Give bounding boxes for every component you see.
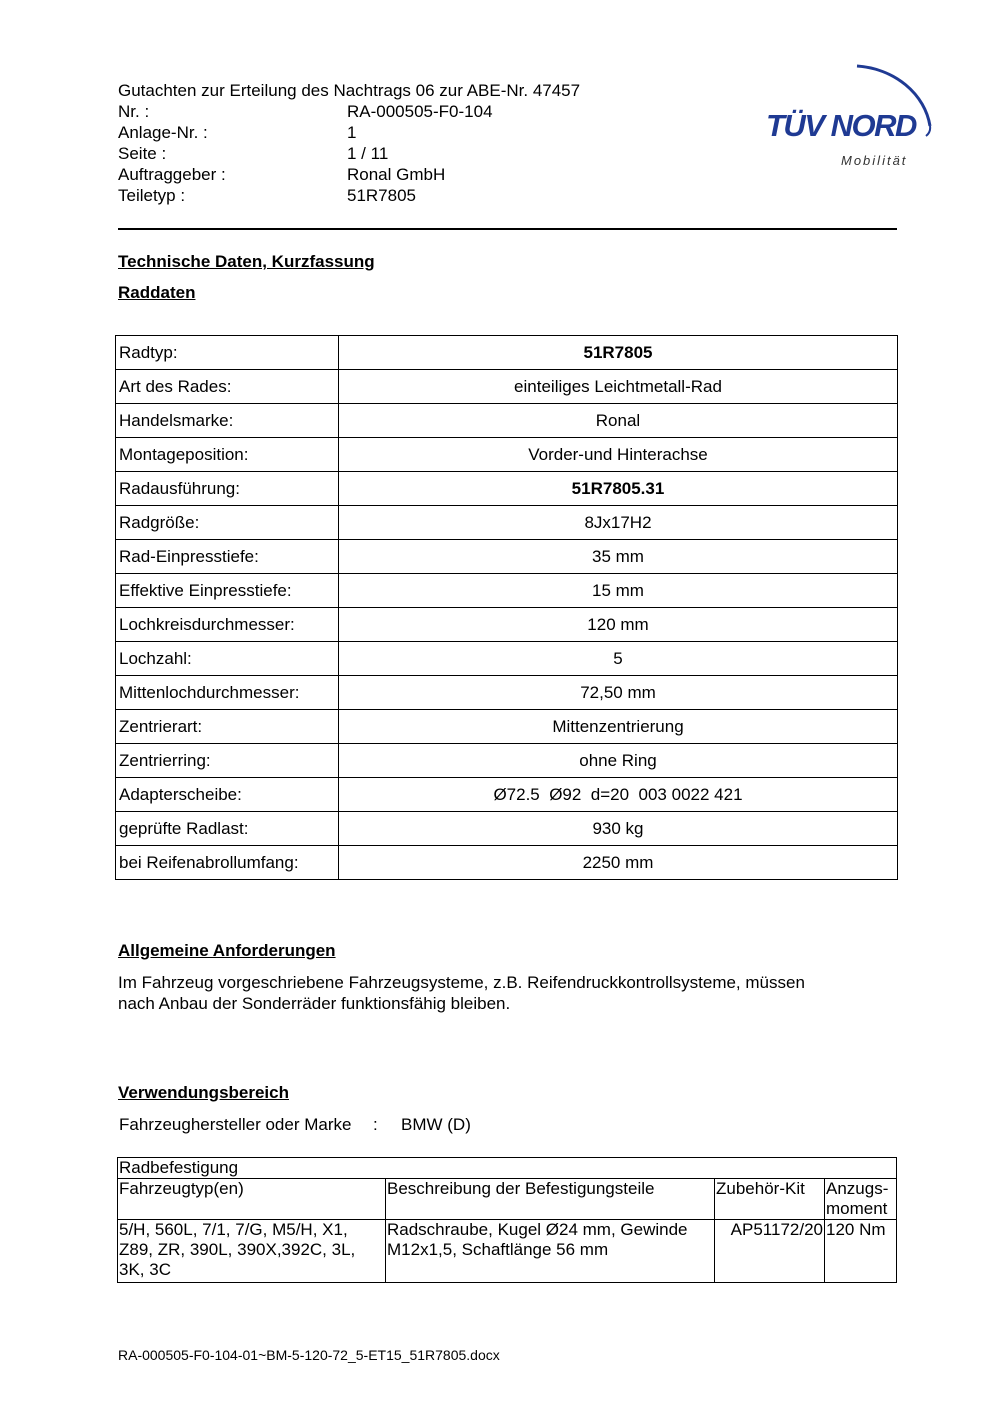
table-row (116, 574, 898, 608)
cell-value: Mittenzentrierung (339, 710, 898, 744)
paragraph-line: nach Anbau der Sonderräder funktionsfähig bleiben. (118, 994, 511, 1013)
cell-key: Effektive Einpresstiefe: (116, 574, 339, 608)
header-value: 1 / 11 (347, 144, 389, 163)
cell-value: 930 kg (339, 812, 898, 846)
cell-value: 72,50 mm (339, 676, 898, 710)
table-row (116, 438, 898, 472)
footer-filename: RA-000505-F0-104-01~BM-5-120-72_5-ET15_51R7805.docx (118, 1347, 500, 1363)
header-anzugsmoment (825, 1179, 897, 1220)
cell-value: 5 (339, 642, 898, 676)
manufacturer-row (119, 1114, 471, 1135)
cell-key: Rad-Einpresstiefe: (116, 540, 339, 574)
allgemein-paragraph (118, 972, 888, 1014)
header-divider (118, 228, 897, 230)
cell-value: 8Jx17H2 (339, 506, 898, 540)
cell-value: ohne Ring (339, 744, 898, 778)
document-header (118, 80, 638, 206)
cell-key: Zentrierart: (116, 710, 339, 744)
section-heading-allgemein: Allgemeine Anforderungen (118, 941, 336, 960)
table-row (116, 370, 898, 404)
cell-anzugsmoment: 120 Nm (825, 1220, 897, 1283)
table-row (116, 506, 898, 540)
cell-line: M12x1,5, Schaftlänge 56 mm (387, 1240, 609, 1259)
table-header-row (118, 1179, 897, 1220)
section-heading-tech: Technische Daten, Kurzfassung (118, 252, 375, 271)
table-row (116, 710, 898, 744)
header-row-seite (118, 143, 638, 164)
header-value: Ronal GmbH (347, 165, 446, 184)
table-row (116, 812, 898, 846)
cell-zubehoer-kit: AP51172/20 (715, 1220, 825, 1283)
header-beschreibung: Beschreibung der Befestigungsteile (386, 1179, 715, 1220)
header-row-teiletyp (118, 185, 638, 206)
table-row (116, 642, 898, 676)
cell-line: Z89, ZR, 390L, 390X,392C, 3L, (119, 1240, 356, 1259)
cell-key: Zentrierring: (116, 744, 339, 778)
cell-key: Lochzahl: (116, 642, 339, 676)
header-value: 1 (347, 123, 357, 142)
paragraph-line: Im Fahrzeug vorgeschriebene Fahrzeugsysteme, z.B. Reifendruckkontrollsysteme, müssen (118, 973, 805, 992)
cell-key: Radtyp: (116, 336, 339, 370)
cell-key: Mittenlochdurchmesser: (116, 676, 339, 710)
cell-key: bei Reifenabrollumfang: (116, 846, 339, 880)
header-label: Seite : (118, 144, 167, 163)
manufacturer-separator: : (373, 1115, 378, 1134)
tuv-nord-logo (762, 58, 942, 173)
section-heading-verwendung: Verwendungsbereich (118, 1083, 289, 1102)
cell-line: 5/H, 560L, 7/1, 7/G, M5/H, X1, (119, 1220, 348, 1239)
table-row (116, 472, 898, 506)
header-label: Anlage-Nr. : (118, 123, 208, 142)
cell-key: Handelsmarke: (116, 404, 339, 438)
header-title: Gutachten zur Erteilung des Nachtrags 06 zur ABE-Nr. 47457 (118, 81, 581, 100)
header-row-nr (118, 101, 638, 122)
header-zubehoer-kit: Zubehör-Kit (715, 1179, 825, 1220)
cell-value: Ø72.5 Ø92 d=20 003 0022 421 (339, 778, 898, 812)
cell-line: 3K, 3C (119, 1260, 171, 1279)
cell-key: Lochkreisdurchmesser: (116, 608, 339, 642)
header-label: Teiletyp : (118, 186, 186, 205)
cell-value: einteiliges Leichtmetall-Rad (339, 370, 898, 404)
header-value: 51R7805 (347, 186, 417, 205)
cell-key: Radgröße: (116, 506, 339, 540)
header-row-anlage (118, 122, 638, 143)
cell-value: 15 mm (339, 574, 898, 608)
table-row (116, 778, 898, 812)
section-heading-raddaten: Raddaten (118, 283, 196, 302)
manufacturer-value: BMW (D) (401, 1115, 471, 1134)
header-value: RA-000505-F0-104 (347, 102, 493, 121)
table-row (116, 608, 898, 642)
manufacturer-label: Fahrzeughersteller oder Marke (119, 1115, 352, 1134)
cell-value: Vorder-und Hinterachse (339, 438, 898, 472)
logo-brand-text: TÜV NORD (766, 108, 916, 143)
table-row (116, 846, 898, 880)
table-row (116, 404, 898, 438)
header-fahrzeugtyp: Fahrzeugtyp(en) (118, 1179, 386, 1220)
cell-value: 2250 mm (339, 846, 898, 880)
cell-value: 35 mm (339, 540, 898, 574)
cell-beschreibung (386, 1220, 715, 1283)
table-row (116, 336, 898, 370)
cell-fahrzeugtyp (118, 1220, 386, 1283)
cell-line: Radschraube, Kugel Ø24 mm, Gewinde (387, 1220, 688, 1239)
cell-value: 51R7805 (339, 336, 898, 370)
cell-value: 120 mm (339, 608, 898, 642)
tuv-nord-logo-graphic (762, 58, 942, 173)
table-row (118, 1220, 897, 1283)
header-label: Auftraggeber : (118, 165, 226, 184)
cell-value: Ronal (339, 404, 898, 438)
table-row (116, 744, 898, 778)
cell-key: Radausführung: (116, 472, 339, 506)
table-row (116, 540, 898, 574)
cell-value: 51R7805.31 (339, 472, 898, 506)
header-anzugsmoment-line1: Anzugs- (826, 1179, 889, 1198)
table-title: Radbefestigung (118, 1158, 897, 1179)
cell-key: Art des Rades: (116, 370, 339, 404)
table-title-row (118, 1158, 897, 1179)
header-anzugsmoment-line2: moment (826, 1199, 888, 1218)
header-label: Nr. : (118, 102, 150, 121)
table-row (116, 676, 898, 710)
raddaten-table (115, 335, 898, 880)
radbefestigung-table (117, 1157, 897, 1283)
cell-key: Adapterscheibe: (116, 778, 339, 812)
header-row-auftraggeber (118, 164, 638, 185)
cell-key: Montageposition: (116, 438, 339, 472)
cell-key: geprüfte Radlast: (116, 812, 339, 846)
logo-subtitle: Mobilität (841, 153, 908, 168)
